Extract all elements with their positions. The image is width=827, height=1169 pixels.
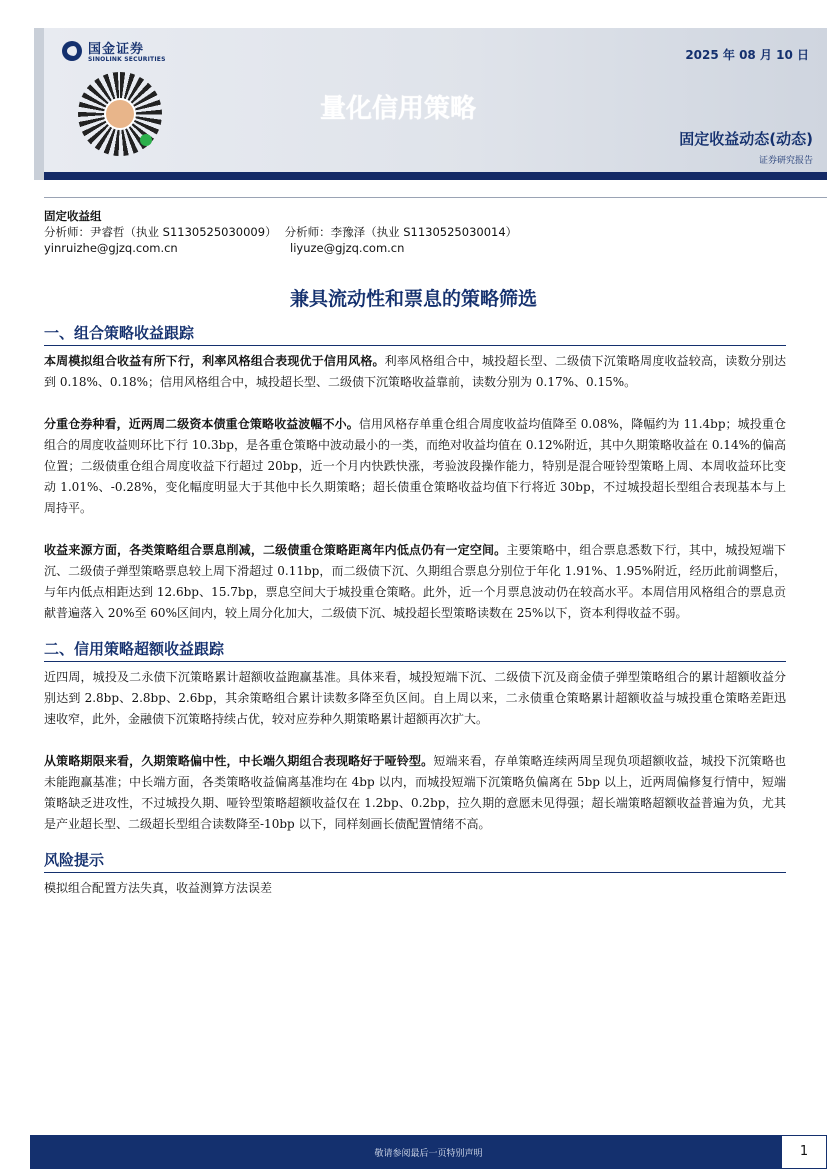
divider [44,197,827,198]
paragraph-text: 短端来看，存单策略连续两周呈现负项超额收益，城投下沉策略也未能跑赢基准；中长端方面，各类策略收益偏离基准均在 4bp 以内，而城投短端下沉策略负偏离在 5bp 以上，近两周偏修复行情中，短端策略缺乏进攻性，不过城投久期、哑铃型策略超额收益仅在 1.2bp、0.2bp，拉久期的意愿未见得强；超长端策略超额收益普遍为负，尤其是产业超长型、二级超长型组合读数降至-10bp 以下，同样刻画长债配置情绪不高。 [44,754,786,831]
header-stripe [34,28,44,180]
paragraph-text: 主要策略中，组合票息悉数下行，其中，城投短端下沉、二级债子弹型策略票息较上周下滑超过 0.11bp，而二级债下沉、久期组合票息分别位于年化 1.91%、1.95%附近，经历此前调整后，与年内低点相距达到 12.6bp、15.7bp，票息空间大于城投重仓策略。此外，近一个月票息波动仍在较高水平。本周信用风格组合的票息贡献普遍落入 20%至 60%区间内，较上周分化加大，二级债下沉、城投超长型策略读数在 25%以下，资本利得收益不弱。 [44,543,786,620]
logo-name-cn: 国金证券 [88,42,145,57]
mini-program-icon [140,134,152,146]
qr-code-icon [78,72,162,156]
analyst-2: 分析师：李豫泽（执业 S1130525030014） [284,225,518,239]
paragraph [44,878,786,899]
page-number: 1 [781,1135,827,1169]
paragraph-text: 信用风格存单重仓组合周度收益均值降至 0.08%，降幅约为 11.4bp；城投重仓组合的周度收益则环比下行 10.3bp，是各重仓策略中波动最小的一类，而绝对收益均值在 0.12%附近，其中久期策略收益在 0.14%的偏高位置；二级债重仓组合周度收益下行超过 20bp，近一个月内快跌快涨，考验波段操作能力，特别是混合哑铃型策略上周、本周收益环比变动 1.01%、-0.28%，变化幅度明显大于其他中长久期策略；超长债重仓策略收益均值下行将近 30bp，不过城投超长型组合表现基本与上周持平。 [44,417,786,515]
section-heading-1: 一、组合策略收益跟踪 [44,322,786,346]
report-date: 2025 年 08 月 10 日 [685,48,809,62]
paragraph-text: 模拟组合配置方法失真，收益测算方法误差 [44,881,273,895]
logo-name-en: SINOLINK SECURITIES [88,56,166,63]
paragraph [44,414,786,519]
paragraph-text: 近四周，城投及二永债下沉策略累计超额收益跑赢基准。具体来看，城投短端下沉、二级债下沉及商金债子弹型策略组合的累计超额收益分别达到 2.8bp、2.8bp、2.6bp，其余策略组合累计读数多降至负区间。自上周以来，二永债重仓策略累计超额收益与城投重仓策略差距迅速收窄，此外，金融债下沉策略持续占优，较对应券种久期策略累计超额再次扩大。 [44,670,786,726]
report-type: 固定收益动态(动态) [679,130,813,148]
author-block [44,208,525,256]
paragraph-lead: 分重仓券种看，近两周二级资本债重仓策略收益波幅不小。 [44,417,359,431]
report-subtype: 证券研究报告 [758,156,813,166]
analyst-1: 分析师：尹睿哲（执业 S1130525030009） [44,225,277,239]
paragraph-lead: 收益来源方面，各类策略组合票息削减，二级债重仓策略距离年内低点仍有一定空间。 [44,543,507,557]
report-body [44,322,786,899]
disclaimer-note: 敬请参阅最后一页特别声明 [374,1149,483,1159]
page-footer [30,1135,827,1169]
paragraph [44,667,786,730]
paragraph [44,351,786,393]
paragraph-lead: 从策略期限来看，久期策略偏中性，中长端久期组合表现略好于哑铃型。 [44,754,434,768]
analyst-1-email[interactable]: yinruizhe@gjzq.com.cn [44,241,178,255]
section-heading-2: 二、信用策略超额收益跟踪 [44,638,786,662]
section-heading-3: 风险提示 [44,849,786,873]
report-title: 量化信用策略 [320,94,477,124]
qr-logo-icon [104,98,136,130]
paragraph [44,751,786,835]
main-title: 兼具流动性和票息的策略筛选 [289,288,537,310]
analyst-2-email[interactable]: liyuze@gjzq.com.cn [290,241,405,255]
logo-mark-icon [62,41,82,61]
company-logo [62,38,166,63]
paragraph-text: 利率风格组合中，城投超长型、二级债下沉策略周度收益较高，读数分别达到 0.18%、0.18%；信用风格组合中，城投超长型、二级债下沉策略收益靠前，读数分别为 0.17%、0.15%。 [44,354,786,389]
author-group: 固定收益组 [44,209,102,223]
paragraph-lead: 本周模拟组合收益有所下行，利率风格组合表现优于信用风格。 [44,354,385,368]
paragraph [44,540,786,624]
